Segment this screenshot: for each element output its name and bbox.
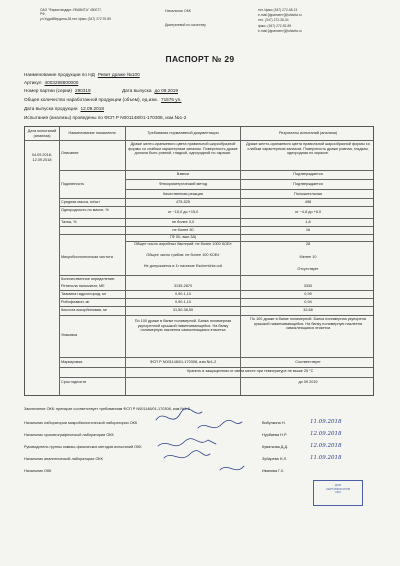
signature-label: Руководитель группы химико-физических методов испытаний ОКК — [24, 445, 142, 449]
signature-label: Начальник лаборатории микробиологической лаборатории ОКК — [24, 421, 138, 425]
signer-name: Вибулкина Н. — [262, 421, 286, 425]
row-name: Рибофлавин, мг — [61, 300, 90, 304]
row-result: По 100 драже в банке полимерной. Банка полимерная укупорена крышкой навинчивающейся. На банку полимерную наклеена самоклеящаяся этикетка — [250, 317, 366, 330]
row-divider — [59, 218, 373, 219]
signature-date: 11.09.2018 — [310, 419, 342, 425]
row-requirement: По 100 драже в банке полимерной. Банка полимерная укупоренной крышкой навинчивающейся. На банку полимерную наклеена самоклеящаяся этикетка — [134, 319, 232, 332]
info-value: 71576 уп. — [160, 97, 182, 102]
signature-date: 12.09.2018 — [310, 443, 342, 449]
company-address — [40, 8, 125, 21]
quantity-line — [24, 97, 374, 103]
row-result: 498 — [304, 200, 312, 204]
row-requirement: Общее число аэробных бактерий: не более 1000 КОЕ/г — [134, 242, 232, 246]
row-divider — [59, 357, 373, 358]
address-line: РФ, — [40, 12, 46, 17]
info-value: 12.09.2018 — [80, 106, 104, 111]
contact-line: факс: (347) 272-92-89 — [258, 23, 292, 28]
info-label: Дата выпуска — [121, 88, 152, 93]
contact-line: e-mail:[фрагмент]@ufavita.ru — [258, 28, 302, 33]
column-header: Наименование показателя — [68, 131, 116, 135]
info-label: Артикул — [24, 80, 42, 85]
column-header: Требования нормативной документации — [147, 131, 219, 135]
document-title: ПАСПОРТ № 29 — [165, 54, 235, 64]
column-divider — [59, 127, 60, 395]
row-result: 16 — [305, 228, 311, 232]
signature-label: Начальник ОКК — [24, 469, 52, 473]
certificate-stamp — [313, 480, 363, 506]
info-value: до 09.2019 — [154, 88, 179, 93]
row-requirement: ГФ XII, вып.3А) — [169, 235, 197, 239]
row-requirement: не более 3,0 — [171, 220, 195, 224]
storage-requirement: Хранить в защищенном от света месте при температуре не выше 25 °С — [186, 369, 314, 373]
row-divider — [59, 170, 373, 171]
row-divider — [59, 298, 373, 299]
row-requirement: Качественная реакция — [163, 192, 203, 196]
row-requirement: Флюорометрический метод — [158, 182, 208, 186]
product-name-line — [24, 72, 374, 78]
row-result: 32,68 — [303, 308, 313, 312]
row-result: Отсутствует — [297, 267, 319, 271]
release-date-line — [24, 106, 374, 112]
info-label: Наименование продукции по НД — [24, 72, 95, 77]
column-header: Результаты испытаний (анализа) — [278, 131, 338, 135]
test-results-table — [24, 126, 374, 396]
signer-name: Нурбаева Н.Р. — [262, 433, 287, 437]
row-name: Маркировка — [61, 360, 83, 364]
approval-title: Начальник ОКК — [165, 9, 191, 13]
row-result: Подтверждается — [293, 172, 323, 176]
row-requirement: Взвеси — [176, 172, 190, 176]
contact-line: тел. (347) 272-38-34 — [258, 18, 289, 23]
row-divider — [59, 198, 373, 199]
contact-line: e-mail:[фрагмент]@ufavita.ru — [258, 13, 302, 18]
row-requirement: 475-525 — [176, 200, 190, 204]
row-result: Соответствует — [295, 360, 321, 364]
signer-name: Иванова Г.Х. — [262, 469, 285, 473]
signer-name: Зубарева Н.Л. — [262, 457, 288, 461]
column-divider — [240, 127, 241, 395]
row-name: Тальк, % — [61, 220, 77, 224]
row-result: Положительная — [294, 192, 322, 196]
row-name: Описание — [61, 151, 79, 155]
row-divider — [59, 206, 373, 207]
row-name: Средняя масса, мг/шт — [61, 200, 100, 204]
address-line: ул.Худайбердина,28,тел./факс (347) 272 92 89 — [40, 16, 111, 21]
row-divider — [59, 315, 373, 316]
row-divider — [125, 189, 373, 190]
column-divider — [125, 127, 126, 395]
stamp-text: СЕРТИФИКАТОВ — [325, 486, 350, 491]
row-name: Количественное определение: — [61, 277, 116, 281]
handwritten-signatures — [150, 398, 350, 488]
row-result: Драже желто-оранжевого цвета правильной шарообразной формы со слабым характерным запахом. Поверхность драже ровная, гладкая, однородная по окраске. — [246, 142, 370, 155]
row-name: Однородность по массе, % — [61, 208, 109, 212]
info-value: 290319 — [74, 88, 91, 93]
stamp-text: ОКК — [335, 490, 341, 495]
row-name: Микробиологическая чистота — [61, 255, 113, 259]
column-header: Дата испытаний (анализа) — [27, 129, 57, 138]
signature-label: Начальник аналитической лаборатории ОКК — [24, 457, 103, 461]
approval-subtitle: Дмитриевой по качеству — [165, 23, 206, 28]
test-date-range: 04.09.2018-12.09.2018 — [31, 153, 53, 162]
row-requirement: Не допускается в 1г наличие Escherichia coli — [143, 264, 223, 268]
row-requirement: ФСП Р N001148/01-170308, изм.№1-2 — [149, 360, 217, 364]
row-divider — [59, 290, 373, 291]
row-result: Подтверждается — [293, 182, 323, 186]
row-requirement: не более 30 — [172, 228, 194, 232]
batch-line — [24, 88, 374, 94]
row-divider — [59, 226, 373, 227]
row-requirement: от −15,0 до +15,0 — [167, 210, 199, 214]
row-result: 0,99 — [304, 292, 312, 296]
row-requirement: 0,90-1,10 — [174, 292, 192, 296]
signature-date: 11.09.2018 — [310, 455, 342, 461]
row-requirement: 31,50-38,50 — [172, 308, 194, 312]
row-divider — [59, 275, 373, 276]
row-name: Упаковка — [61, 333, 78, 337]
row-result: до 09 2019 — [298, 380, 318, 384]
row-name: Ретинола пальмитат, МЕ — [61, 284, 105, 288]
info-label: Дата выпуска продукции — [24, 106, 78, 111]
signature-label: Начальник хроматографической лаборатории ОКК — [24, 433, 114, 437]
row-result: 28 — [305, 242, 311, 246]
row-name: Тиамина гидрохлорид, мг — [61, 292, 107, 296]
row-requirement: Драже желто-оранжевого цвета правильной шарообразной формы со слабым характерным запахом. Поверхность драже должна быть ровной, гладкой, однородной по окраске. — [128, 142, 238, 155]
row-requirement: 3135-2870 — [173, 284, 193, 288]
info-value: Ревит драже №100 — [97, 72, 140, 77]
row-divider — [125, 179, 373, 180]
company-contacts — [258, 8, 370, 34]
info-label: Номер партии (серии) — [24, 88, 72, 93]
row-result: 1,8 — [305, 220, 311, 224]
signature-date: 12.09.2018 — [310, 431, 342, 437]
row-divider — [125, 241, 373, 242]
signer-name: Куваткова Д.Д. — [262, 445, 289, 449]
row-requirement: 0,90-1,10 — [174, 300, 192, 304]
row-name: Кислота аскорбиновая, мг — [61, 308, 108, 312]
info-value: 4003298800000 — [44, 80, 79, 85]
row-result: от −4,8 до +6,0 — [294, 210, 322, 214]
tested-per-line — [24, 115, 374, 121]
row-divider — [59, 377, 373, 378]
row-requirement: Общее число грибов: не более 100 КОЕ/г — [146, 253, 220, 257]
stamp-text: ДЛЯ — [334, 483, 342, 487]
address-line: ОАО "Фармстандарт-УФАВИТА" 450077, — [40, 8, 102, 12]
conclusion: Заключение ОКК: препарат соответствует требованиям ФСП Р N001148/01-170308, изм.№1-2 — [24, 407, 190, 411]
contact-line: тел./факс (347) 272-48-13 — [258, 8, 298, 12]
info-label: Общее количество наработанной продукции (объем), ед.изм. — [24, 97, 158, 102]
row-result: 0,94 — [304, 300, 312, 304]
row-divider — [59, 367, 373, 368]
row-divider — [59, 306, 373, 307]
row-name: Подлинность — [61, 182, 85, 186]
row-name: Срок годности — [61, 380, 87, 384]
info-label: Испытания (анализы) проведены по ФСП Р N001148/01-170308, изм.№1-2 — [24, 115, 187, 120]
row-divider — [25, 140, 373, 141]
article-line — [24, 80, 374, 86]
row-result: 3330 — [303, 284, 313, 288]
row-result: Менее 10 — [299, 255, 317, 259]
approval-block — [165, 9, 206, 27]
